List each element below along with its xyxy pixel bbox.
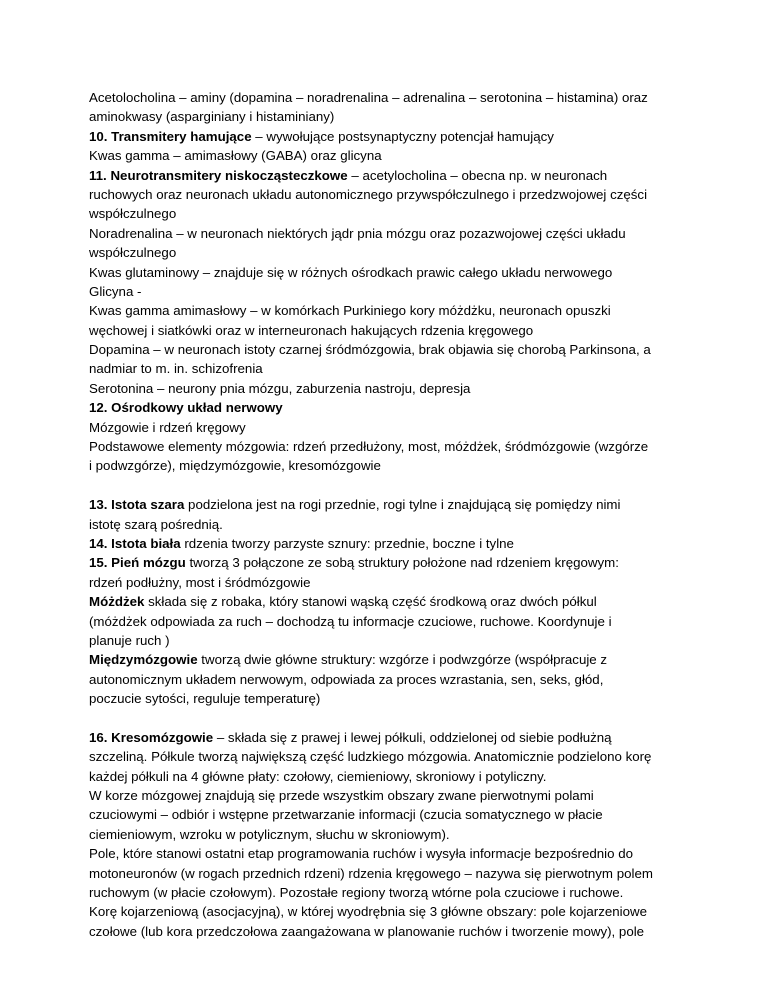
- line-text: współczulnego: [89, 206, 177, 222]
- line-text: Kwas glutaminowy – znajduje się w różnych ośrodkach prawic całego układu nerwowego: [89, 264, 613, 280]
- text-line: [89, 689, 689, 708]
- line-text: Pole, które stanowi ostatni etap programowania ruchów i wysyła informacje bezpośrednio do: [89, 846, 633, 862]
- line-text: Acetolocholina – aminy (dopamina – noradrenalina – adrenalina – serotonina – histamina) oraz: [89, 90, 648, 105]
- line-text: ruchowym (w płacie czołowym). Pozostałe regiony tworzą wtórne pola czuciowe i ruchowe.: [89, 885, 624, 901]
- text-line: [89, 573, 689, 592]
- bold-heading: Móżdżek: [89, 594, 145, 610]
- line-text: czuciowymi – odbiór i wstępne przetwarzanie informacji (czucia somatycznego w płacie: [89, 807, 603, 823]
- text-line: [89, 553, 689, 572]
- text-line: [89, 243, 689, 262]
- bold-heading: 12. Ośrodkowy układ nerwowy: [89, 400, 283, 416]
- line-text: Glicyna -: [89, 283, 142, 299]
- line-text: Korę kojarzeniową (asocjacyjną), w której wyodrębnia się 3 główne obszary: pole kojarzeniowe: [89, 904, 648, 920]
- text-line: [89, 379, 689, 398]
- text-line: [89, 224, 689, 243]
- text-line: [89, 185, 689, 204]
- text-line: [89, 534, 689, 553]
- text-line: [89, 359, 689, 378]
- bold-heading: 13. Istota szara: [89, 497, 185, 513]
- text-line: [89, 825, 689, 844]
- line-text: każdej półkuli na 4 główne płaty: czołowy, ciemieniowy, skroniowy i potyliczny.: [89, 768, 547, 784]
- line-text: rdzenia tworzy parzyste sznury: przednie, boczne i tylne: [180, 535, 514, 551]
- line-text: tworzą 3 połączone ze sobą struktury położone nad rdzeniem kręgowym:: [185, 555, 619, 571]
- text-line: [89, 728, 689, 747]
- bold-heading: 14. Istota biała: [89, 535, 181, 551]
- text-line: [89, 321, 689, 340]
- line-text: Mózgowie i rdzeń kręgowy: [89, 419, 246, 435]
- blank-line: [89, 476, 689, 495]
- line-text: Noradrenalina – w neuronach niektórych jądr pnia mózgu oraz pozazwojowej części układu: [89, 225, 626, 241]
- text-line: [89, 146, 689, 165]
- bold-heading: 15. Pień mózgu: [89, 555, 186, 571]
- line-text: współczulnego: [89, 245, 177, 261]
- text-line: [89, 902, 689, 921]
- line-text: planuje ruch ): [89, 632, 170, 648]
- text-line: [89, 301, 689, 320]
- line-text: motoneuronów (w rogach przednich rdzeni) rdzenia kręgowego – nazywa się pierwotnym polem: [89, 865, 653, 881]
- text-line: [89, 456, 689, 475]
- text-line: [89, 204, 689, 223]
- line-text: poczucie sytości, reguluje temperaturę): [89, 691, 321, 707]
- line-text: Kwas gamma – amimasłowy (GABA) oraz glicyna: [89, 148, 382, 164]
- bold-heading: Międzymózgowie: [89, 652, 198, 668]
- line-text: – składa się z prawej i lewej półkuli, oddzielonej od siebie podłużną: [213, 729, 612, 745]
- text-line: [89, 88, 689, 107]
- line-text: rdzeń podłużny, most i śródmózgowie: [89, 574, 311, 590]
- line-text: Podstawowe elementy mózgowia: rdzeń przedłużony, most, móżdżek, śródmózgowie (wzgórze: [89, 439, 649, 455]
- text-line: [89, 166, 689, 185]
- blank-line: [89, 709, 689, 728]
- line-text: podzielona jest na rogi przednie, rogi tylne i znajdującą się pomiędzy nimi: [184, 497, 621, 513]
- text-line: [89, 495, 689, 514]
- text-line: [89, 418, 689, 437]
- line-text: i podwzgórze), międzymózgowie, kresomózgowie: [89, 458, 381, 474]
- bold-heading: 16. Kresomózgowie: [89, 729, 214, 745]
- text-line: [89, 398, 689, 417]
- text-line: [89, 107, 689, 126]
- line-text: istotę szarą pośrednią.: [89, 516, 223, 532]
- line-text: szczeliną. Półkule tworzą największą część ludzkiego mózgowia. Anatomicznie podzielono korę: [89, 749, 652, 765]
- text-line: [89, 282, 689, 301]
- line-text: tworzą dwie główne struktury: wzgórze i podwzgórze (współpracuje z: [197, 652, 608, 668]
- text-line: [89, 747, 689, 766]
- text-line: [89, 340, 689, 359]
- line-text: nadmiar to m. in. schizofrenia: [89, 361, 263, 377]
- document-body: [89, 88, 689, 941]
- line-text: węchowej i siatkówki oraz w interneuronach hakujących rdzenia kręgowego: [89, 322, 534, 338]
- line-text: – acetylocholina – obecna np. w neuronach: [347, 167, 608, 183]
- line-text: Kwas gamma amimasłowy – w komórkach Purkiniego kory móżdżku, neuronach opuszki: [89, 303, 611, 319]
- text-line: [89, 515, 689, 534]
- text-line: [89, 864, 689, 883]
- text-line: [89, 263, 689, 282]
- bold-heading: 10. Transmitery hamujące: [89, 128, 252, 144]
- text-line: [89, 127, 689, 146]
- text-line: [89, 437, 689, 456]
- line-text: czołowe (lub kora przedczołowa zaangażowana w planowanie ruchów i tworzenie mowy), pole: [89, 923, 645, 939]
- line-text: – wywołujące postsynaptyczny potencjał hamujący: [251, 128, 554, 144]
- line-text: autonomicznym układem nerwowym, odpowiada za proces wzrastania, sen, seks, głód,: [89, 671, 604, 687]
- text-line: [89, 805, 689, 824]
- text-line: [89, 670, 689, 689]
- bold-heading: 11. Neurotransmitery niskocząsteczkowe: [89, 167, 348, 183]
- line-text: ruchowych oraz neuronach układu autonomicznego przywspółczulnego i przedzwojowej części: [89, 186, 648, 202]
- line-text: aminokwasy (asparginiany i histaminiany): [89, 109, 335, 125]
- text-line: [89, 767, 689, 786]
- line-text: składa się z robaka, który stanowi wąską część środkową oraz dwóch półkul: [144, 594, 597, 610]
- text-line: [89, 844, 689, 863]
- line-text: (móżdżek odpowiada za ruch – dochodzą tu informacje czuciowe, ruchowe. Koordynuje i: [89, 613, 612, 629]
- text-line: [89, 883, 689, 902]
- line-text: Serotonina – neurony pnia mózgu, zaburzenia nastroju, depresja: [89, 380, 471, 396]
- text-line: [89, 786, 689, 805]
- text-line: [89, 592, 689, 611]
- line-text: ciemieniowym, wzroku w potylicznym, słuchu w skroniowym).: [89, 826, 450, 842]
- text-line: [89, 650, 689, 669]
- line-text: Dopamina – w neuronach istoty czarnej śródmózgowia, brak objawia się chorobą Parkinsona, a: [89, 342, 651, 358]
- text-line: [89, 612, 689, 631]
- line-text: W korze mózgowej znajdują się przede wszystkim obszary zwane pierwotnymi polami: [89, 788, 594, 804]
- text-line: [89, 631, 689, 650]
- text-line: [89, 922, 689, 941]
